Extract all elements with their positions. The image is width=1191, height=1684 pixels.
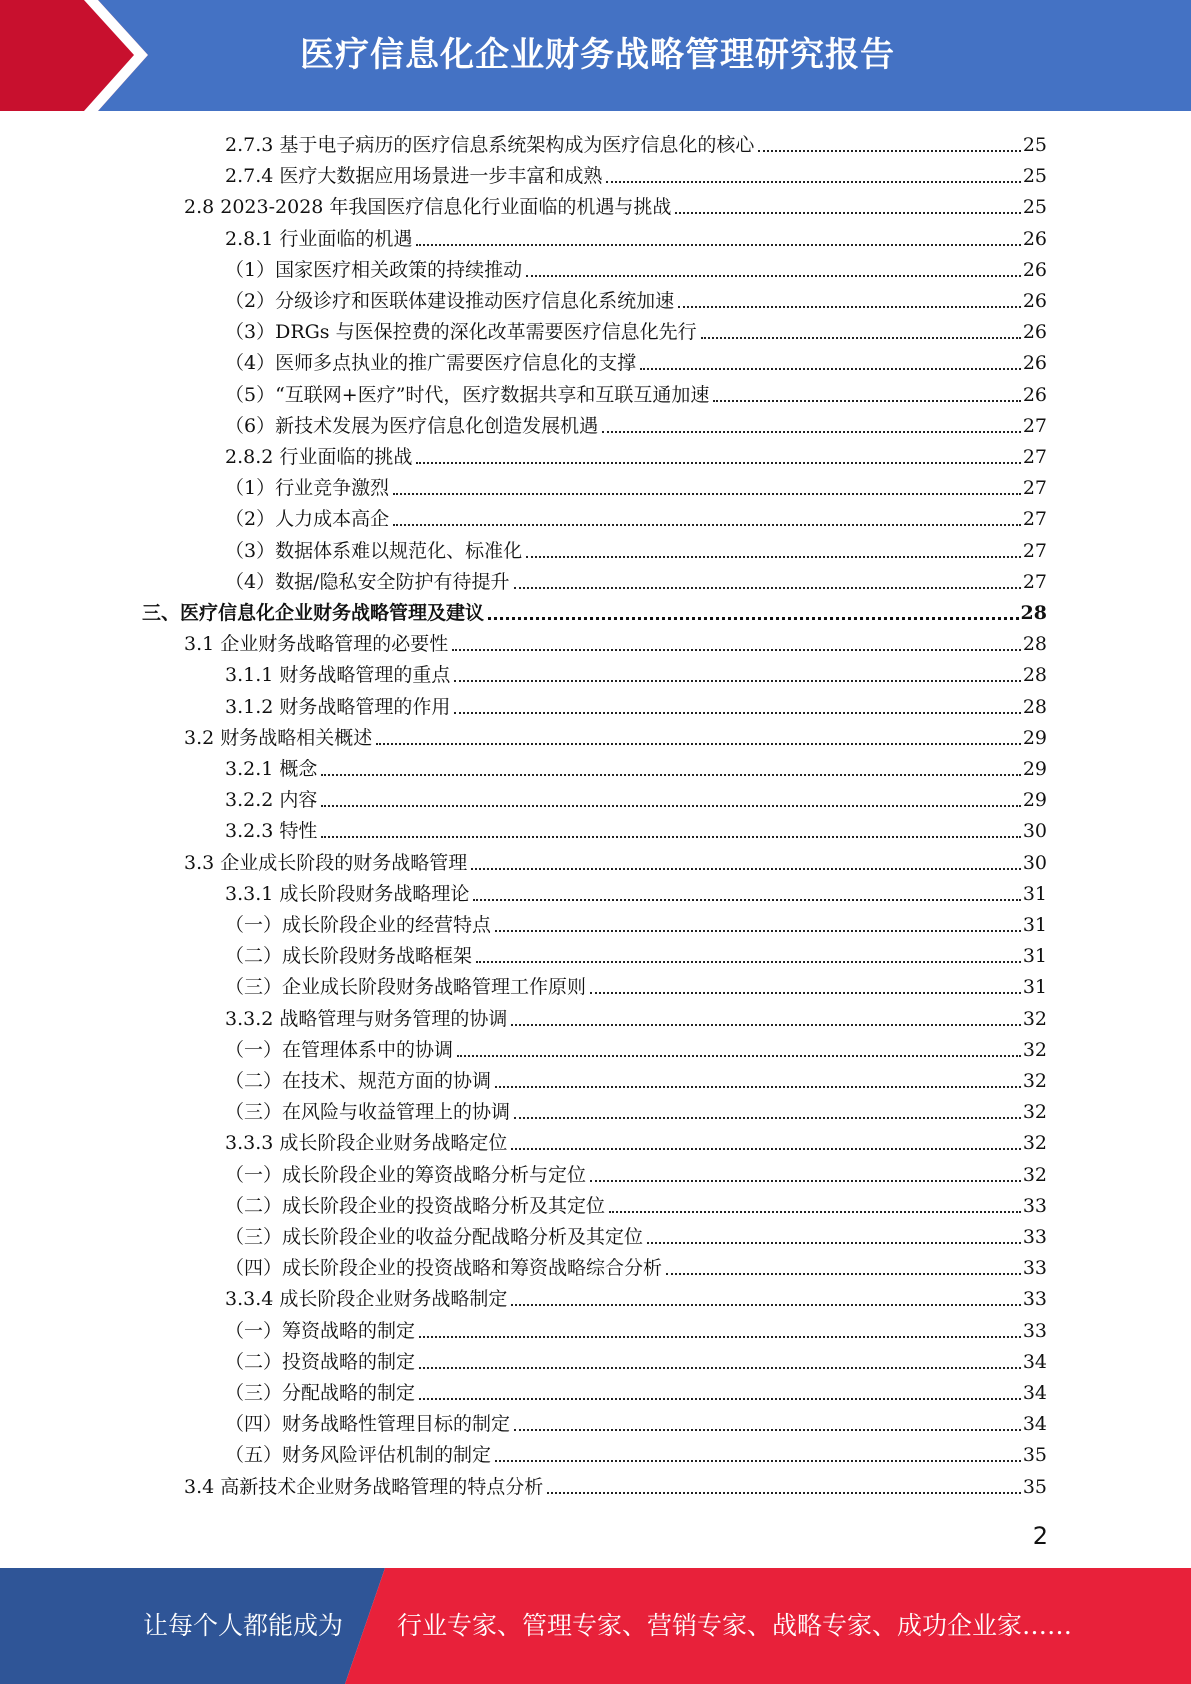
toc-entry-page: 26 xyxy=(1022,352,1047,375)
toc-leader-dots xyxy=(321,774,1020,776)
toc-entry-label: （2）人力成本高企 xyxy=(225,508,390,531)
toc-entry[interactable] xyxy=(225,439,1047,469)
toc-entry-page: 33 xyxy=(1022,1319,1047,1342)
toc-leader-dots xyxy=(419,1398,1021,1400)
toc-entry-label: （3）DRGs 与医保控费的深化改革需要医疗信息化先行 xyxy=(225,321,697,344)
toc-leader-dots xyxy=(321,836,1020,838)
toc-entry[interactable] xyxy=(225,969,1047,999)
toc-entry-label: （一）在管理体系中的协调 xyxy=(225,1038,454,1061)
toc-entry-page: 26 xyxy=(1022,383,1047,406)
toc-leader-dots xyxy=(416,462,1020,464)
toc-entry-label: （2）分级诊疗和医联体建设推动医疗信息化系统加速 xyxy=(225,290,675,312)
toc-entry-label: （二）在技术、规范方面的协调 xyxy=(225,1070,492,1092)
toc-entry[interactable] xyxy=(142,595,1047,625)
toc-leader-dots xyxy=(321,805,1020,807)
toc-entry-label: 3.2 财务战略相关概述 xyxy=(184,726,373,749)
toc-entry-label: （一）成长阶段企业的筹资战略分析与定位 xyxy=(225,1163,587,1186)
toc-entry-label: （3）数据体系难以规范化、标准化 xyxy=(225,539,523,562)
toc-entry-label: （二）成长阶段财务战略框架 xyxy=(225,945,473,968)
footer-slogan-right: 行业专家、管理专家、营销专家、战略专家、成功企业家…… xyxy=(397,1611,1073,1640)
toc-entry-page: 26 xyxy=(1022,290,1047,312)
toc-leader-dots xyxy=(495,930,1021,932)
toc-entry-label: 2.8 2023-2028 年我国医疗信息化行业面临的机遇与挑战 xyxy=(184,196,672,219)
toc-entry-label: 3.3.2 战略管理与财务管理的协调 xyxy=(225,1007,508,1030)
toc-leader-dots xyxy=(454,712,1020,714)
toc-entry-page: 35 xyxy=(1022,1475,1047,1498)
toc-entry[interactable] xyxy=(225,1157,1047,1187)
toc-entry[interactable] xyxy=(225,1219,1047,1249)
toc-entry[interactable] xyxy=(225,377,1047,407)
toc-leader-dots xyxy=(590,992,1021,994)
toc-entry-page: 26 xyxy=(1022,321,1047,344)
toc-entry-page: 31 xyxy=(1022,976,1047,999)
toc-entry-label: （1）国家医疗相关政策的持续推动 xyxy=(225,258,523,281)
toc-entry-label: 3.3.3 成长阶段企业财务战略定位 xyxy=(225,1132,508,1155)
toc-leader-dots xyxy=(393,493,1021,495)
toc-entry-page: 25 xyxy=(1022,165,1047,188)
toc-entry[interactable] xyxy=(225,252,1047,282)
toc-entry-label: 2.8.1 行业面临的机遇 xyxy=(225,227,413,250)
toc-entry-label: 3.3.4 成长阶段企业财务战略制定 xyxy=(225,1288,508,1311)
toc-entry-label: 3.2.3 特性 xyxy=(225,820,318,843)
toc-leader-dots xyxy=(526,275,1021,277)
toc-entry-page: 29 xyxy=(1022,758,1047,780)
toc-entry[interactable] xyxy=(225,1188,1047,1218)
toc-entry[interactable] xyxy=(225,1001,1047,1031)
toc-entry-page: 32 xyxy=(1022,1132,1047,1155)
toc-entry[interactable] xyxy=(184,189,1047,219)
toc-leader-dots xyxy=(514,1117,1021,1119)
toc-entry-label: 3.1.2 财务战略管理的作用 xyxy=(225,695,451,718)
toc-entry[interactable] xyxy=(225,751,1047,781)
toc-entry-label: 3.3.1 成长阶段财务战略理论 xyxy=(225,882,470,905)
toc-leader-dots xyxy=(488,617,1019,620)
toc-entry-page: 32 xyxy=(1022,1070,1047,1092)
toc-leader-dots xyxy=(526,556,1021,558)
toc-entry-label: 3.3 企业成长阶段的财务战略管理 xyxy=(184,851,468,874)
toc-entry[interactable] xyxy=(225,876,1047,906)
toc-entry-page: 33 xyxy=(1022,1226,1047,1248)
toc-entry-page: 32 xyxy=(1022,1163,1047,1186)
toc-leader-dots xyxy=(393,524,1021,526)
toc-entry[interactable] xyxy=(225,1437,1047,1467)
toc-entry[interactable] xyxy=(184,1469,1047,1499)
toc-entry-label: （4）医师多点执业的推广需要医疗信息化的支撑 xyxy=(225,352,637,375)
toc-entry-page: 32 xyxy=(1022,1038,1047,1061)
toc-leader-dots xyxy=(514,587,1021,589)
toc-entry[interactable] xyxy=(225,501,1047,531)
toc-entry-page: 26 xyxy=(1022,258,1047,281)
toc-leader-dots xyxy=(511,1024,1020,1026)
toc-entry[interactable] xyxy=(184,845,1047,875)
toc-leader-dots xyxy=(675,212,1020,214)
toc-entry-label: 2.7.4 医疗大数据应用场景进一步丰富和成熟 xyxy=(225,165,603,188)
toc-leader-dots xyxy=(511,1148,1020,1150)
toc-entry[interactable] xyxy=(225,657,1047,687)
toc-entry-page: 34 xyxy=(1022,1350,1047,1373)
toc-entry-label: （三）在风险与收益管理上的协调 xyxy=(225,1101,511,1124)
toc-entry-page: 27 xyxy=(1022,570,1047,593)
toc-entry[interactable] xyxy=(225,533,1047,563)
toc-leader-dots xyxy=(457,1055,1021,1057)
toc-entry-label: （四）成长阶段企业的投资战略和筹资战略综合分析 xyxy=(225,1257,663,1280)
toc-entry-label: 三、医疗信息化企业财务战略管理及建议 xyxy=(142,602,485,624)
toc-entry-page: 31 xyxy=(1022,882,1047,905)
toc-entry-label: （一）筹资战略的制定 xyxy=(225,1319,416,1342)
toc-entry[interactable] xyxy=(225,1250,1047,1280)
toc-entry-label: （三）分配战略的制定 xyxy=(225,1382,416,1404)
toc-entry[interactable] xyxy=(225,345,1047,375)
toc-leader-dots xyxy=(495,1086,1021,1088)
toc-leader-dots xyxy=(452,649,1021,651)
toc-entry[interactable] xyxy=(225,1375,1047,1405)
toc-entry-label: 3.4 高新技术企业财务战略管理的特点分析 xyxy=(184,1475,544,1498)
toc-entry[interactable] xyxy=(225,1063,1047,1093)
toc-entry[interactable] xyxy=(225,470,1047,500)
toc-entry[interactable] xyxy=(184,720,1047,750)
toc-entry-page: 28 xyxy=(1022,664,1047,687)
toc-entry-label: （1）行业竞争激烈 xyxy=(225,477,390,500)
toc-leader-dots xyxy=(647,1242,1021,1244)
toc-leader-dots xyxy=(419,1367,1021,1369)
toc-entry-label: 3.1 企业财务战略管理的必要性 xyxy=(184,633,449,656)
page-number: 2 xyxy=(1032,1522,1048,1550)
toc-entry-page: 34 xyxy=(1022,1382,1047,1404)
toc-leader-dots xyxy=(454,680,1020,682)
toc-entry-page: 27 xyxy=(1022,446,1047,468)
toc-entry[interactable] xyxy=(225,1313,1047,1343)
toc-entry-label: （一）成长阶段企业的经营特点 xyxy=(225,914,492,936)
toc-entry-page: 34 xyxy=(1022,1413,1047,1436)
toc-entry[interactable] xyxy=(225,907,1047,937)
toc-entry-label: （6）新技术发展为医疗信息化创造发展机遇 xyxy=(225,414,599,437)
toc-entry-label: （五）财务风险评估机制的制定 xyxy=(225,1444,492,1467)
toc-entry-page: 29 xyxy=(1022,789,1047,812)
toc-entry-label: （二）成长阶段企业的投资战略分析及其定位 xyxy=(225,1194,606,1217)
toc-leader-dots xyxy=(609,1211,1021,1213)
toc-entry-page: 32 xyxy=(1022,1007,1047,1030)
toc-entry[interactable] xyxy=(225,782,1047,812)
toc-entry[interactable] xyxy=(225,158,1047,188)
toc-entry-label: （三）成长阶段企业的收益分配战略分析及其定位 xyxy=(225,1226,644,1248)
toc-entry-label: 3.2.2 内容 xyxy=(225,789,318,812)
toc-entry[interactable] xyxy=(225,408,1047,438)
toc-entry-label: （三）企业成长阶段财务战略管理工作原则 xyxy=(225,976,587,999)
toc-leader-dots xyxy=(495,1460,1021,1462)
toc-leader-dots xyxy=(602,431,1021,433)
toc-leader-dots xyxy=(511,1304,1020,1306)
toc-leader-dots xyxy=(473,899,1020,901)
toc-leader-dots xyxy=(640,368,1021,370)
toc-leader-dots xyxy=(590,1180,1021,1182)
toc-leader-dots xyxy=(547,1492,1021,1494)
toc-entry[interactable] xyxy=(225,283,1047,313)
toc-entry-page: 28 xyxy=(1020,602,1047,624)
toc-leader-dots xyxy=(678,306,1021,308)
toc-entry-label: （二）投资战略的制定 xyxy=(225,1350,416,1373)
toc-leader-dots xyxy=(514,1429,1021,1431)
toc-entry-page: 27 xyxy=(1022,414,1047,437)
header-banner xyxy=(0,0,1191,111)
document-title: 医疗信息化企业财务战略管理研究报告 xyxy=(300,35,895,75)
toc-leader-dots xyxy=(666,1273,1021,1275)
toc-entry-page: 28 xyxy=(1022,695,1047,718)
toc-entry-page: 28 xyxy=(1022,633,1047,656)
toc-entry-page: 29 xyxy=(1022,726,1047,749)
footer-slogan-left: 让每个人都能成为 xyxy=(143,1611,344,1640)
toc-entry-page: 33 xyxy=(1022,1257,1047,1280)
toc-entry-page: 35 xyxy=(1022,1444,1047,1467)
toc-entry[interactable] xyxy=(225,564,1047,594)
toc-entry-page: 27 xyxy=(1022,539,1047,562)
toc-entry-label: 2.8.2 行业面临的挑战 xyxy=(225,446,413,468)
toc-entry[interactable] xyxy=(225,1406,1047,1436)
toc-entry-page: 27 xyxy=(1022,508,1047,531)
toc-leader-dots xyxy=(376,743,1021,745)
toc-entry-label: （4）数据/隐私安全防护有待提升 xyxy=(225,570,510,593)
toc-entry-page: 25 xyxy=(1022,134,1047,156)
toc-entry-label: （四）财务战略性管理目标的制定 xyxy=(225,1413,511,1436)
toc-entry-page: 25 xyxy=(1022,196,1047,219)
toc-leader-dots xyxy=(701,337,1021,339)
toc-entry-page: 33 xyxy=(1022,1288,1047,1311)
toc-entry-page: 30 xyxy=(1022,851,1047,874)
toc-entry[interactable] xyxy=(225,813,1047,843)
toc-entry[interactable] xyxy=(225,127,1047,157)
toc-entry-page: 27 xyxy=(1022,477,1047,500)
toc-leader-dots xyxy=(758,150,1020,152)
toc-entry[interactable] xyxy=(225,1032,1047,1062)
toc-leader-dots xyxy=(713,400,1020,402)
toc-entry[interactable] xyxy=(225,1125,1047,1155)
toc-leader-dots xyxy=(476,961,1021,963)
toc-leader-dots xyxy=(606,181,1020,183)
toc-entry-page: 26 xyxy=(1022,227,1047,250)
toc-entry[interactable] xyxy=(225,1344,1047,1374)
toc-entry[interactable] xyxy=(225,938,1047,968)
toc-entry-label: 3.2.1 概念 xyxy=(225,758,318,780)
toc-entry[interactable] xyxy=(225,1281,1047,1311)
toc-leader-dots xyxy=(416,244,1020,246)
toc-entry[interactable] xyxy=(225,1094,1047,1124)
toc-entry-page: 33 xyxy=(1022,1194,1047,1217)
toc-entry[interactable] xyxy=(225,314,1047,344)
toc-entry[interactable] xyxy=(225,689,1047,719)
toc-entry-page: 30 xyxy=(1022,820,1047,843)
toc-entry-label: 3.1.1 财务战略管理的重点 xyxy=(225,664,451,687)
toc-entry[interactable] xyxy=(184,626,1047,656)
toc-entry-page: 31 xyxy=(1022,914,1047,936)
toc-entry[interactable] xyxy=(225,221,1047,251)
footer-banner xyxy=(0,1568,1191,1684)
toc-leader-dots xyxy=(471,868,1021,870)
toc-entry-label: 2.7.3 基于电子病历的医疗信息系统架构成为医疗信息化的核心 xyxy=(225,134,755,156)
toc-entry-page: 32 xyxy=(1022,1101,1047,1124)
toc-entry-label: （5）“互联网+医疗”时代，医疗数据共享和互联互通加速 xyxy=(225,383,710,406)
toc-entry-page: 31 xyxy=(1022,945,1047,968)
toc-leader-dots xyxy=(419,1336,1021,1338)
